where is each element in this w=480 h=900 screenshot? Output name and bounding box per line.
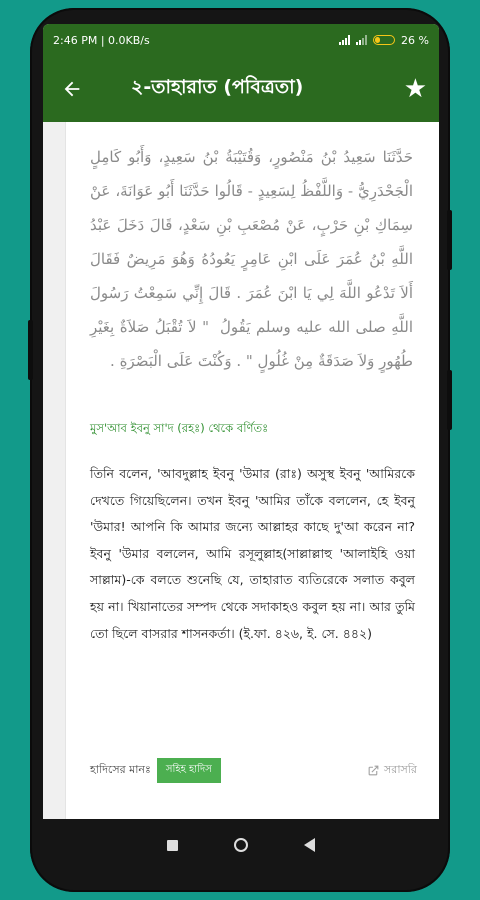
star-icon: ★ [403, 74, 427, 104]
status-time: 2:46 PM | 0.0KB/s [53, 33, 150, 47]
page-title: ২-তাহারাত (পবিত্রতা) [131, 76, 304, 98]
status-indicators [339, 34, 429, 47]
grade-badge: সহিহ হাদিস [157, 758, 221, 783]
status-bar [43, 24, 439, 56]
bangla-translation: তিনি বলেন, 'আবদুল্লাহ ইবনু 'উমার (রাঃ) অসুস্থ ইবনু 'আমিরকে দেখতে গিয়েছিলেন। তখন ইবনু 'আমির তাঁকে বললেন, হে ইবনু 'উমার! আপনি কি আমার জন্যে আল্লাহর কাছে দু'আ করেন না? ইবনু 'উমার বললেন, আমি রসূলুল্লাহ(সাল্লাল্লাহু 'আলাইহি ওয়া সাল্লাম)-কে বলতে শুনেছি যে, তাহারাত ব্যতিরেকে সলাত কবুল হয় না। খিয়ানাতের সম্পদ থেকে সদাকাহও কবুল হয় না। আর তুমি তো ছিলে বাসরার শাসনকর্তা। (ই.ফা. ৪২৬, ই. সে. ৪৪২) [90, 466, 415, 641]
phone-side-button [447, 210, 452, 270]
favorite-button[interactable] [404, 76, 427, 102]
battery-icon [373, 35, 395, 45]
hadith-card [65, 122, 439, 819]
signal-icon-2 [356, 35, 367, 45]
back-button[interactable] [57, 74, 87, 104]
direct-link-button[interactable] [367, 761, 417, 780]
battery-percent-value: 26 [401, 33, 416, 47]
arabic-text: حَدَّثَنَا سَعِيدُ بْنُ مَنْصُورٍ، وَقُتَيْبَةُ بْنُ سَعِيدٍ، وَأَبُو كَامِلٍ الْجَحْدَرِيُّ - وَاللَّفْظُ لِسَعِيدٍ - قَالُوا حَدَّثَنَا أَبُو عَوَانَةَ، عَنْ سِمَاكِ بْنِ حَرْبٍ، عَنْ مُصْعَبِ بْنِ سَعْدٍ، قَالَ دَخَلَ عَبْدُ اللَّهِ بْنُ عُمَرَ عَلَى ابْنِ عَامِرٍ يَعُودُهُ وَهُوَ مَرِيضٌ فَقَالَ أَلاَ تَدْعُو اللَّهَ لِي يَا ابْنَ عُمَرَ ‏.‏ قَالَ إِنِّي سَمِعْتُ رَسُولَ اللَّهِ صلى الله عليه وسلم يَقُولُ ‏ " لاَ تُقْبَلُ صَلاَةٌ بِغَيْرِ طُهُورٍ وَلاَ صَدَقَةٌ مِنْ غُلُولٍ ‏" ‏.‏ وَكُنْتَ عَلَى الْبَصْرَةِ ‏.‏ [90, 148, 413, 370]
battery-fill [375, 37, 380, 43]
direct-link-label: সরাসরি [384, 763, 417, 776]
app-screen [43, 24, 439, 819]
external-link-icon [367, 764, 380, 777]
phone-side-button [447, 370, 452, 430]
grade-row [90, 758, 417, 783]
phone-side-button [28, 320, 33, 380]
circle-icon[interactable] [234, 838, 248, 852]
system-nav-bar [43, 819, 439, 871]
square-icon[interactable] [167, 840, 178, 851]
battery-percent: 26 % [401, 33, 429, 47]
grade-label: হাদিসের মানঃ [90, 763, 151, 776]
app-bar [43, 56, 439, 122]
triangle-back-icon[interactable] [304, 838, 315, 852]
arrow-left-icon [61, 78, 83, 100]
narrator-line: মুস'আব ইবনু সা'দ (রহঃ) থেকে বর্ণিতঃ [90, 421, 269, 435]
hadith-content[interactable] [43, 122, 439, 819]
signal-icon [339, 35, 350, 45]
